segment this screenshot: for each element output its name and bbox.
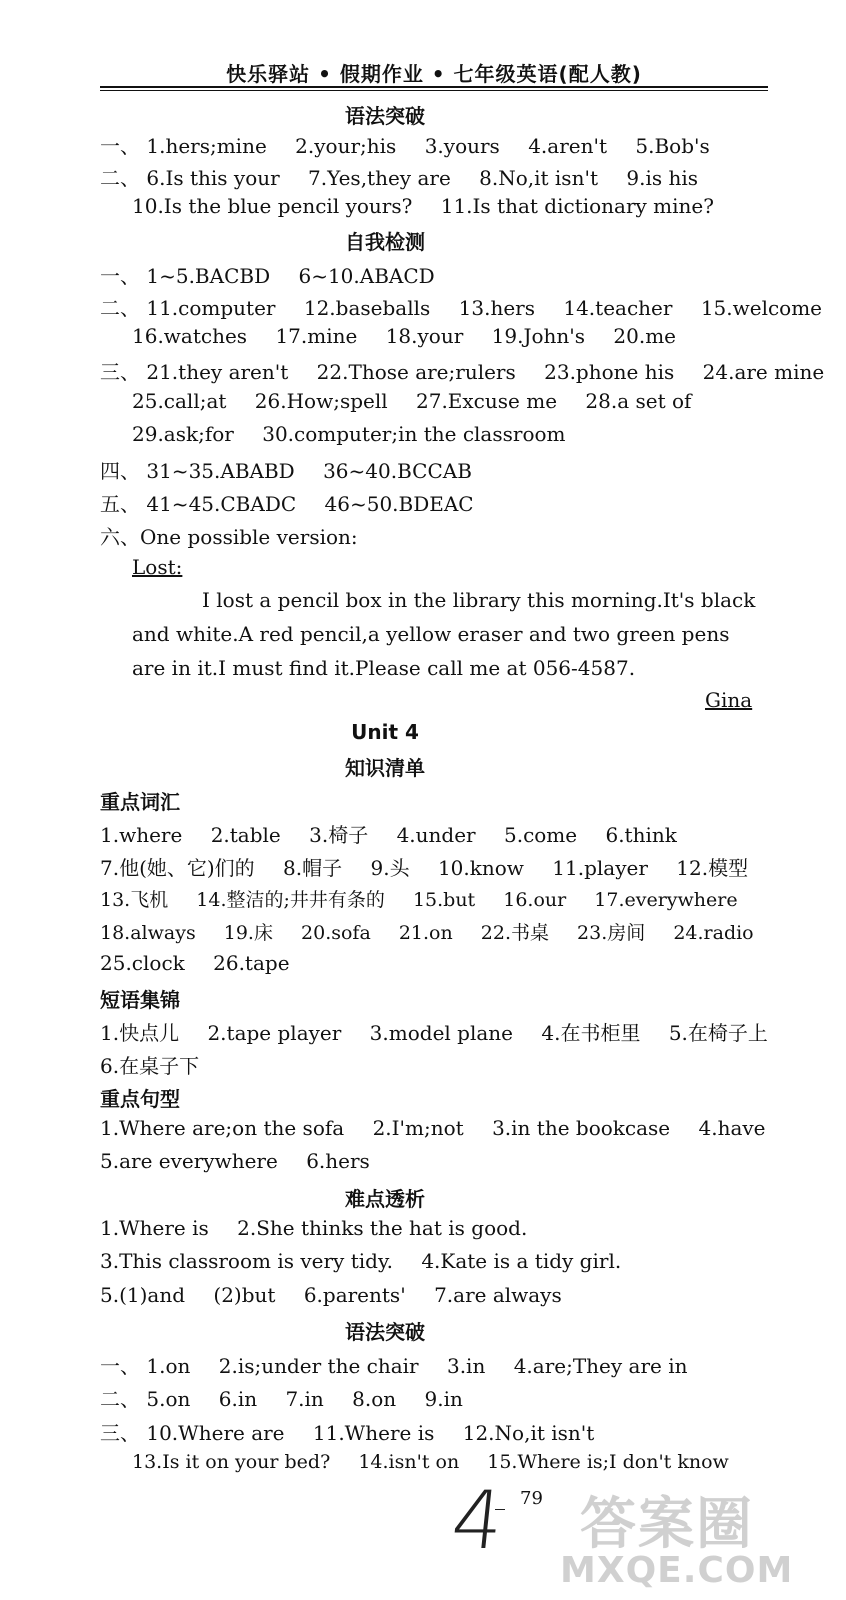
page-number-dash: [495, 1509, 505, 1510]
answer-line: [100, 1350, 710, 1379]
answer-item: 7.Yes,they are: [308, 166, 451, 190]
answer-item: 1.快点儿: [100, 1021, 180, 1045]
answer-line: [100, 1149, 392, 1173]
answer-item: 12.No,it isn't: [462, 1421, 595, 1445]
answer-item: 15.welcome: [700, 296, 823, 320]
answer-line: [100, 852, 770, 881]
unit-title: Unit 4: [351, 720, 419, 744]
answer-item: 1~5.BACBD: [146, 264, 271, 288]
answer-item: 4.aren't: [528, 134, 608, 158]
answer-line: [100, 885, 738, 912]
subsection-title-vocab: 重点词汇: [100, 790, 180, 814]
answer-item: 26.How;spell: [254, 389, 388, 413]
answer-item: 17.everywhere: [594, 889, 738, 911]
answer-item: 6.hers: [306, 1149, 370, 1173]
answer-item: 5.on: [146, 1387, 191, 1411]
line-prefix: 三、: [100, 1421, 140, 1445]
answer-item: 6~10.ABACD: [298, 264, 435, 288]
answer-item: 13.飞机: [100, 889, 169, 911]
answer-item: 22.书桌: [480, 922, 549, 944]
lost-notice-text: I lost a pencil box in the library this morning.It's black and white.A red pencil,a yellow eraser and two green pens are in it.I must find it.Please call me at 056-4587.: [132, 588, 756, 680]
answer-line: [132, 389, 713, 413]
answer-item: 21.on: [398, 922, 453, 944]
answer-item: 24.are mine: [702, 360, 825, 384]
answer-item: 25.call;at: [132, 389, 227, 413]
answer-line: [100, 130, 732, 159]
watermark-text: 答案圈: [580, 1492, 754, 1557]
subsection-title-phrases: 短语集锦: [100, 988, 180, 1012]
answer-line: [100, 162, 720, 191]
answer-line: [100, 1017, 768, 1046]
answer-item: 3.This classroom is very tidy.: [100, 1249, 393, 1273]
answer-item: 2.She thinks the hat is good.: [237, 1216, 528, 1240]
answer-item: 28.a set of: [585, 389, 692, 413]
answer-item: 4.under: [396, 823, 476, 847]
answer-item: 6.in: [218, 1387, 258, 1411]
line-prefix: 二、: [100, 1387, 140, 1411]
answer-item: 9.in: [424, 1387, 463, 1411]
answer-item: 41~45.CBADC: [146, 492, 297, 516]
answer-item: 24.radio: [673, 922, 754, 944]
answer-item: 8.No,it isn't: [479, 166, 598, 190]
line-prefix: 二、: [100, 296, 140, 320]
answer-line: [100, 918, 754, 945]
line-prefix: 四、: [100, 459, 140, 483]
answer-line: [132, 324, 698, 348]
answer-line: [132, 194, 736, 218]
answer-item: 10.Is the blue pencil yours?: [132, 194, 413, 218]
answer-line: [100, 1050, 221, 1079]
answer-item: 5.Bob's: [635, 134, 710, 158]
answer-item: 6.Is this your: [146, 166, 280, 190]
answer-item: 12.模型: [676, 856, 749, 880]
answer-item: 2.your;his: [295, 134, 397, 158]
answer-item: 5.(1)and: [100, 1283, 186, 1307]
answer-line: [100, 1249, 643, 1273]
watermark-url: MXQE.COM: [560, 1550, 794, 1591]
answer-item: 31~35.ABABD: [146, 459, 295, 483]
answer-line: [100, 951, 312, 975]
answer-item: 1.where: [100, 823, 183, 847]
answer-line: [100, 1116, 788, 1140]
page-number: 79: [520, 1488, 543, 1509]
line-prefix: 三、: [100, 360, 140, 384]
answer-item: 11.Where is: [312, 1421, 435, 1445]
answer-item: 13.Is it on your bed?: [132, 1451, 331, 1473]
line-prefix: 二、: [100, 166, 140, 190]
answer-item: 3.in the bookcase: [492, 1116, 671, 1140]
signature: Gina: [705, 688, 753, 712]
answer-item: 2.tape player: [207, 1021, 342, 1045]
answer-item: 15.Where is;I don't know: [487, 1451, 729, 1473]
answer-item: 25.clock: [100, 951, 185, 975]
answer-item: 6.think: [605, 823, 677, 847]
answer-line: [100, 819, 699, 848]
answer-line: [100, 488, 496, 517]
section-title-grammar-2: 语法突破: [345, 1320, 425, 1344]
answer-item: 6.parents': [303, 1283, 406, 1307]
answer-item: 23.房间: [577, 922, 646, 944]
answer-item: 20.sofa: [301, 922, 371, 944]
section-title-selftest: 自我检测: [345, 230, 425, 254]
answer-item: 29.ask;for: [132, 422, 234, 446]
line-prefix: 一、: [100, 1354, 140, 1378]
answer-item: 4.are;They are in: [513, 1354, 688, 1378]
answer-item: 5.在椅子上: [668, 1021, 768, 1045]
answer-item: 9.头: [370, 856, 410, 880]
answer-item: 8.on: [352, 1387, 397, 1411]
answer-item: 14.整洁的;井井有条的: [196, 889, 385, 911]
answer-item: 4.have: [698, 1116, 766, 1140]
answer-item: 17.mine: [275, 324, 358, 348]
answer-item: 23.phone his: [544, 360, 675, 384]
answer-line: [100, 1283, 584, 1307]
answer-item: 11.player: [552, 856, 648, 880]
answer-item: 11.Is that dictionary mine?: [440, 194, 714, 218]
answer-item: 4.Kate is a tidy girl.: [421, 1249, 622, 1273]
answer-item: 18.always: [100, 922, 196, 944]
answer-item: 13.hers: [458, 296, 535, 320]
answer-line: [100, 356, 846, 385]
answer-item: 20.me: [613, 324, 676, 348]
answer-item: 36~40.BCCAB: [323, 459, 472, 483]
answer-item: 12.baseballs: [303, 296, 431, 320]
answer-item: 2.table: [210, 823, 281, 847]
answer-item: 16.watches: [132, 324, 248, 348]
answer-item: 16.our: [503, 889, 567, 911]
answer-item: 1.on: [146, 1354, 191, 1378]
section-title-knowledge: 知识清单: [345, 756, 425, 780]
answer-line: [132, 422, 588, 446]
section-title-difficult: 难点透析: [345, 1187, 425, 1211]
lost-title: Lost:: [132, 555, 183, 579]
answer-item: 9.is his: [626, 166, 698, 190]
answer-item: 7.他(她、它)们的: [100, 856, 255, 880]
answer-item: 27.Excuse me: [416, 389, 558, 413]
answer-item: 7.are always: [434, 1283, 562, 1307]
answer-item: 19.John's: [491, 324, 586, 348]
answer-line: [100, 1417, 616, 1446]
answer-line: [100, 455, 494, 484]
line-prefix: 一、: [100, 264, 140, 288]
answer-item: 1.Where is: [100, 1216, 209, 1240]
answer-line: [100, 260, 457, 289]
answer-item: 26.tape: [213, 951, 290, 975]
answer-item: 10.know: [437, 856, 524, 880]
answer-item: 8.帽子: [283, 856, 343, 880]
answer-item: 21.they aren't: [146, 360, 289, 384]
answer-item: 2.is;under the chair: [218, 1354, 419, 1378]
answer-item: 2.I'm;not: [372, 1116, 464, 1140]
answer-line: [100, 1216, 549, 1240]
answer-line: [100, 1383, 485, 1412]
answer-item: 4.在书柜里: [541, 1021, 641, 1045]
line-prefix: 五、: [100, 492, 140, 516]
answer-item: 1.hers;mine: [146, 134, 267, 158]
answer-item: 7.in: [285, 1387, 324, 1411]
answer-item: (2)but: [213, 1283, 276, 1307]
answer-line: 六、One possible version:: [100, 525, 358, 549]
answer-item: 19.床: [223, 922, 273, 944]
answer-item: 30.computer;in the classroom: [262, 422, 566, 446]
line-prefix: 一、: [100, 134, 140, 158]
section-title-grammar: 语法突破: [345, 104, 425, 128]
answer-item: 3.椅子: [309, 823, 369, 847]
answer-item: 22.Those are;rulers: [316, 360, 516, 384]
handwritten-mark: 4: [447, 1474, 508, 1567]
page-header: 快乐驿站 • 假期作业 • 七年级英语(配人教): [226, 62, 642, 86]
answer-item: 5.come: [503, 823, 578, 847]
answer-item: 14.teacher: [563, 296, 673, 320]
answer-item: 14.isn't on: [358, 1451, 460, 1473]
answer-item: 3.in: [446, 1354, 486, 1378]
answer-item: 11.computer: [146, 296, 276, 320]
answer-item: 46~50.BDEAC: [324, 492, 474, 516]
answer-item: 1.Where are;on the sofa: [100, 1116, 345, 1140]
answer-item: 15.but: [412, 889, 476, 911]
watermark-logo: [560, 1480, 794, 1595]
answer-item: 3.yours: [424, 134, 500, 158]
answer-item: 6.在桌子下: [100, 1054, 200, 1078]
header-rule-thin: [100, 90, 768, 91]
answer-item: 10.Where are: [146, 1421, 285, 1445]
answer-line: [132, 1451, 729, 1473]
answer-item: 18.your: [385, 324, 464, 348]
subsection-title-sentences: 重点句型: [100, 1087, 180, 1111]
answer-item: 5.are everywhere: [100, 1149, 278, 1173]
answer-item: 3.model plane: [369, 1021, 513, 1045]
header-rule: [100, 86, 768, 88]
answer-line: [100, 292, 844, 321]
